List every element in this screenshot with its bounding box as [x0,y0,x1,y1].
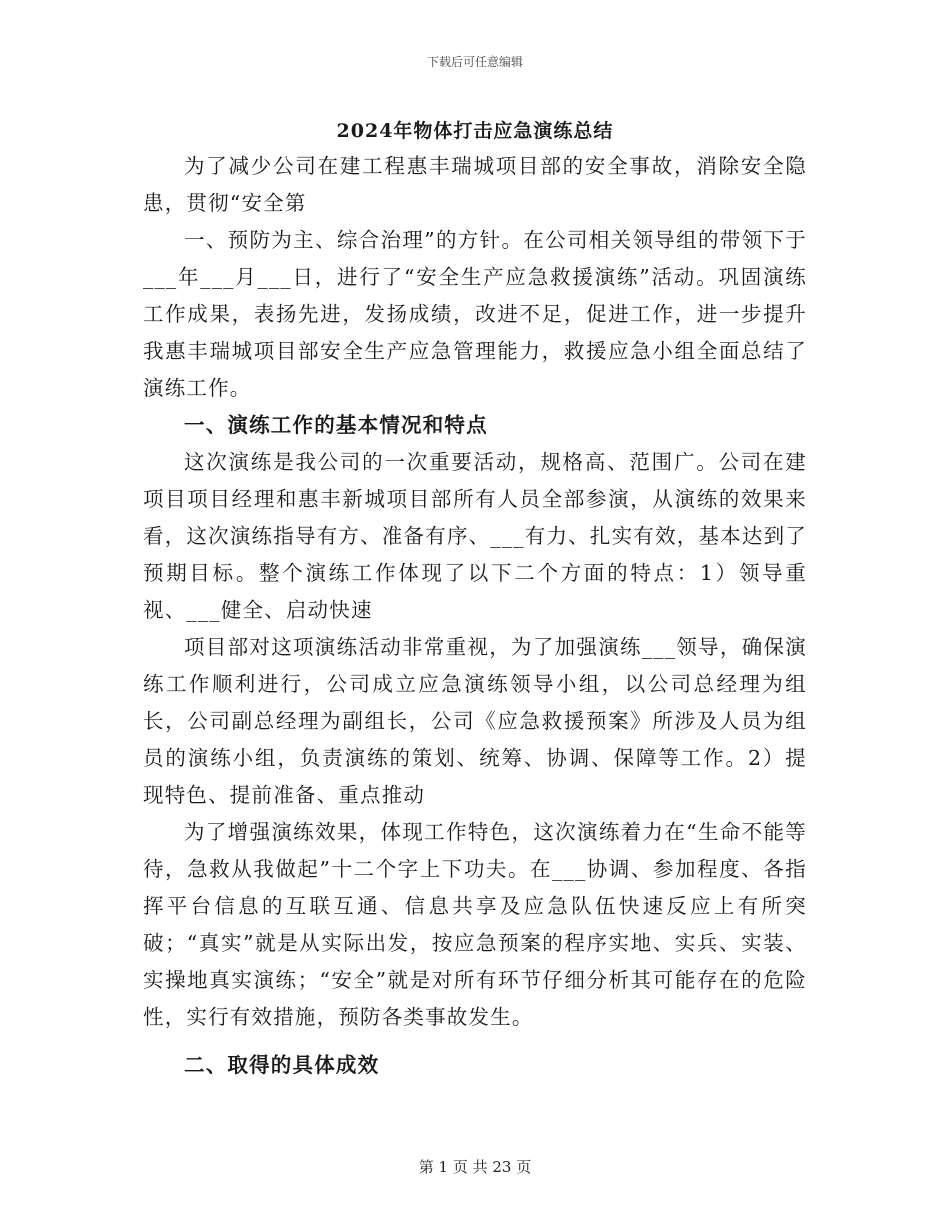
document-title: 2024年物体打击应急演练总结 [336,120,614,142]
paragraph-policy: 一、预防为主、综合治理”的方针。在公司相关领导组的带领下于___年___月___日，进行了“安全生产应急救援演练”活动。巩固演练工作成果，表扬先进，发扬成绩，改进不足，促进工作，进一步提升我惠丰瑞城项目部安全生产应急管理能力，救援应急小组全面总结了演练工作。 [143,228,807,400]
paragraph-intro: 为了减少公司在建工程惠丰瑞城项目部的安全事故，消除安全隐患，贯彻“安全第 [143,154,807,215]
download-note: 下载后可任意编辑 [426,55,523,69]
paragraph-leadership: 项目部对这项演练活动非常重视，为了加强演练___领导，确保演练工作顺利进行，公司成立应急演练领导小组，以公司总经理为组长，公司副总经理为副组长，公司《应急救援预案》所涉及人员为组员的演练小组，负责演练的策划、统筹、协调、保障等工作。2）提现特色、提前准备、重点推动 [143,635,807,807]
document-body [143,148,807,1084]
section-heading-basic-situation: 一、演练工作的基本情况和特点 [184,413,488,437]
page-number: 第 1 页 共 23 页 [418,1158,532,1176]
section-heading-results: 二、取得的具体成效 [184,1053,380,1077]
paragraph-drill-overview: 这次演练是我公司的一次重要活动，规格高、范围广。公司在建项目项目经理和惠丰新城项目部所有人员全部参演，从演练的效果来看，这次演练指导有方、准备有序、___有力、扎实有效，基本达到了预期目标。整个演练工作体现了以下二个方面的特点：1）领导重视、___健全、启动快速 [143,450,807,622]
paragraph-features: 为了增强演练效果，体现工作特色，这次演练着力在“生命不能等待，急救从我做起”十二个字上下功夫。在___协调、参加程度、各指挥平台信息的互联互通、信息共享及应急队伍快速反应上有所突破；“真实”就是从实际出发，按应急预案的程序实地、实兵、实装、实操地真实演练；“安全”就是对所有环节仔细分析其可能存在的危险性，实行有效措施，预防各类事故发生。 [143,820,807,1029]
